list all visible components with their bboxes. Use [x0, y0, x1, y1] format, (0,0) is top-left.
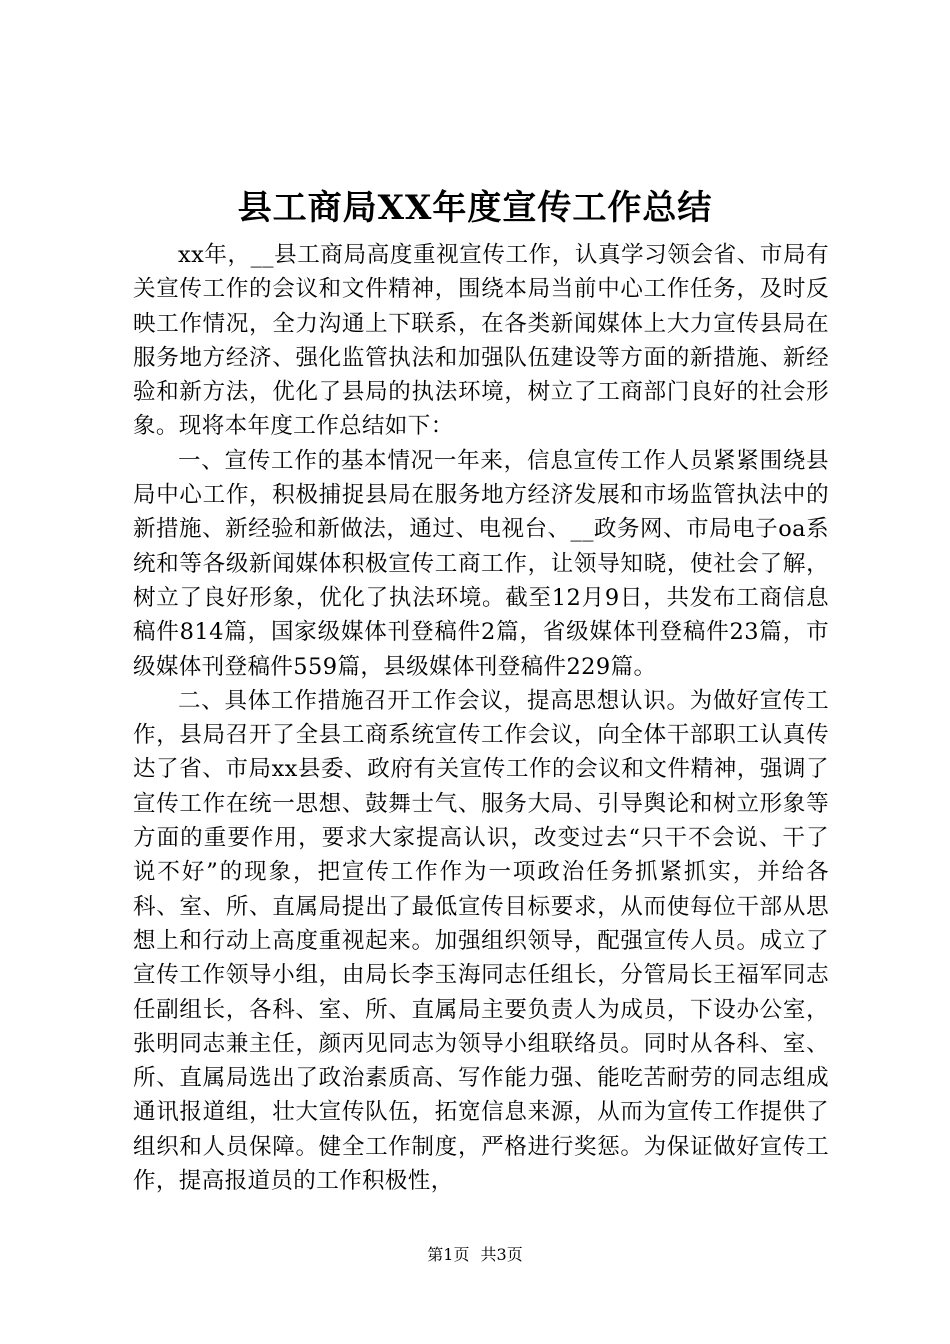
document-title: 县工商局XX年度宣传工作总结	[237, 188, 713, 228]
paragraph-intro: xx年，__县工商局高度重视宣传工作，认真学习领会省、市局有关宣传工作的会议和文件精神，围绕本局当前中心工作任务，及时反映工作情况，全力沟通上下联系，在各类新闻媒体上大力宣传县局在服务地方经济、强化监管执法和加强队伍建设等方面的新措施、新经验和新方法，优化了县局的执法环境，树立了工商部门良好的社会形象。现将本年度工作总结如下：	[133, 242, 829, 440]
paragraph-section-2: 二、具体工作措施召开工作会议，提高思想认识。为做好宣传工作，县局召开了全县工商系统宣传工作会议，向全体干部职工认真传达了省、市局xx县委、政府有关宣传工作的会议和文件精神，强调了宣传工作在统一思想、鼓舞士气、服务大局、引导舆论和树立形象等方面的重要作用，要求大家提高认识，改变过去“只干不会说、干了说不好”的现象，把宣传工作作为一项政治任务抓紧抓实，并给各科、室、所、直属局提出了最低宣传目标要求，从而使每位干部从思想上和行动上高度重视起来。加强组织领导，配强宣传人员。成立了宣传工作领导小组，由局长李玉海同志任组长，分管局长王福军同志任副组长，各科、室、所、直属局主要负责人为成员，下设办公室，张明同志兼主任，颜丙见同志为领导小组联络员。同时从各科、室、所、直属局选出了政治素质高、写作能力强、能吃苦耐劳的同志组成通讯报道组，壮大宣传队伍，拓宽信息来源，从而为宣传工作提供了组织和人员保障。健全工作制度，严格进行奖惩。为保证做好宣传工作，提高报道员的工作积极性，	[133, 687, 829, 1195]
document-body	[133, 238, 829, 1198]
paragraph-section-1: 一、宣传工作的基本情况一年来，信息宣传工作人员紧紧围绕县局中心工作，积极捕捉县局在服务地方经济发展和市场监管执法中的新措施、新经验和新做法，通过、电视台、__政务网、市局电子oa系统和等各级新闻媒体积极宣传工商工作，让领导知晓，使社会了解，树立了良好形象，优化了执法环境。截至12月9日，共发布工商信息稿件814篇，国家级媒体刊登稿件2篇，省级媒体刊登稿件23篇，市级媒体刊登稿件559篇，县级媒体刊登稿件229篇。	[133, 447, 829, 680]
page-total: 共3页	[480, 1245, 523, 1264]
page-number: 第1页	[427, 1245, 470, 1264]
page-footer	[0, 1243, 950, 1267]
